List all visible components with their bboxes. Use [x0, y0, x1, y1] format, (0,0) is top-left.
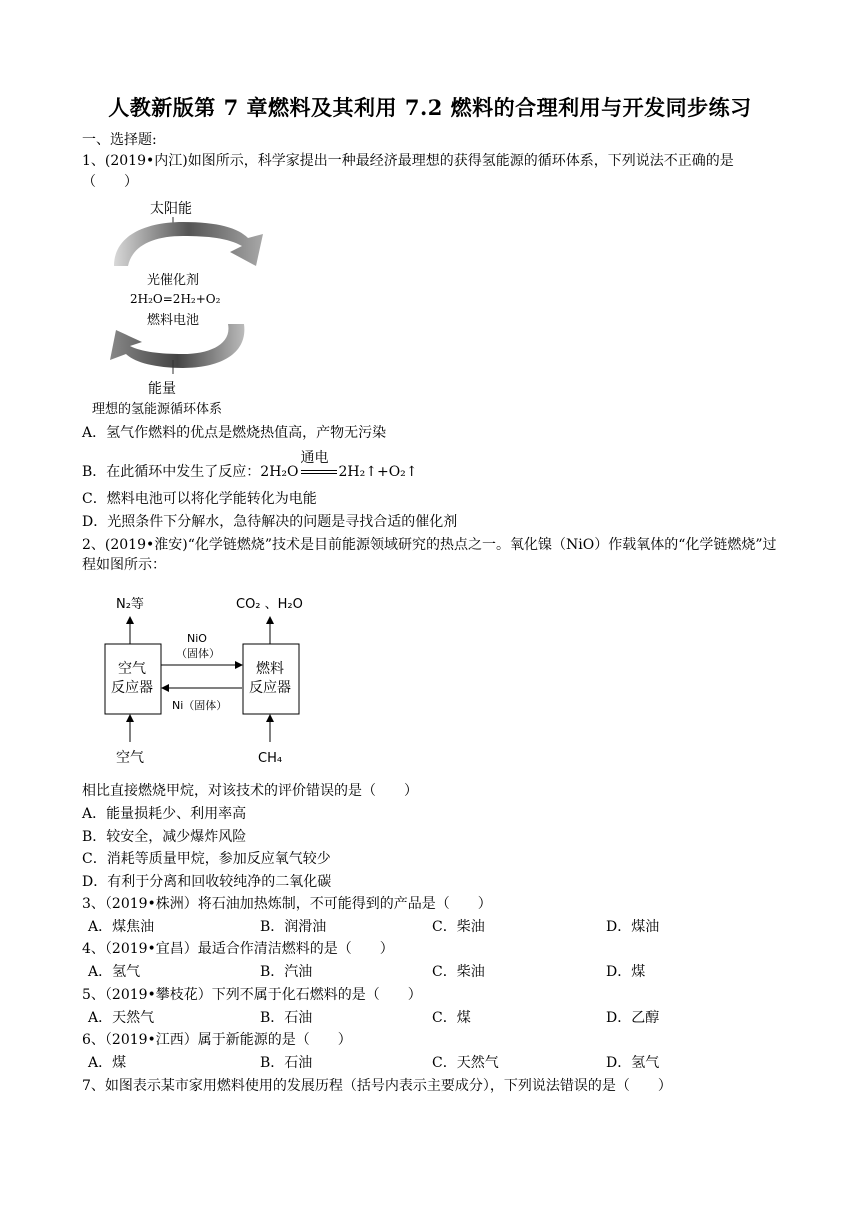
q3-option-c: C．柴油 — [432, 919, 485, 935]
air-input-label: 空气 — [116, 750, 144, 766]
q6-option-b: B．石油 — [260, 1055, 313, 1071]
q4-option-c: C．柴油 — [432, 964, 485, 980]
fuel-reactor-label-2: 反应器 — [249, 680, 291, 696]
page-title: 人教新版第 7 章燃料及其利用 7.2 燃料的合理利用与开发同步练习 — [108, 95, 752, 120]
q5-option-c: C．煤 — [432, 1010, 471, 1026]
q3-option-a: A．煤焦油 — [88, 919, 155, 935]
section-heading: 一、选择题: — [82, 132, 157, 148]
air-reactor-label-2: 反应器 — [111, 680, 153, 696]
q6-option-d: D．氢气 — [606, 1055, 660, 1071]
q3-option-b: B．润滑油 — [260, 919, 327, 935]
figure-caption: 理想的氢能源循环体系 — [92, 402, 223, 417]
q1-option-a: A．氢气作燃料的优点是燃烧热值高，产物无污染 — [82, 425, 387, 441]
q5-option-b: B．石油 — [260, 1010, 313, 1026]
q5-option-d: D．乙醇 — [606, 1010, 660, 1026]
q3-option-d: D．煤油 — [606, 919, 660, 935]
q3-stem: 3、（2019•株洲）将石油加热炼制，不可能得到的产品是（ ） — [82, 896, 492, 912]
catalyst-label: 光催化剂 — [147, 273, 200, 288]
q7-stem: 7、如图表示某市家用燃料使用的发展历程（括号内表示主要成分），下列说法错误的是（ ） — [82, 1078, 672, 1094]
fuel-reactor-box — [243, 644, 299, 714]
q1-option-b — [82, 450, 418, 482]
ni-label: Ni（固体） — [172, 699, 228, 712]
air-reactor-box — [105, 644, 161, 714]
upper-cycle-arrow — [114, 222, 263, 266]
electrolysis-condition: 通电 — [300, 450, 329, 466]
electrolysis-sign — [299, 450, 339, 482]
air-reactor-label-1: 空气 — [118, 661, 146, 677]
q2-option-a: A．能量损耗少、利用率高 — [82, 806, 247, 822]
q6-option-a: A．煤 — [88, 1055, 127, 1071]
q2-option-d: D．有利于分离和回收较纯净的二氧化碳 — [82, 874, 332, 890]
nio-label: NiO — [187, 632, 207, 645]
q5-option-a: A．天然气 — [88, 1010, 155, 1026]
nio-solid-label: （固体） — [176, 647, 220, 660]
co2-label: CO₂ 、H₂O — [236, 597, 303, 612]
ch4-label: CH₄ — [258, 751, 283, 766]
q2-stem: 2、(2019•淮安)“化学链燃烧”技术是目前能源领域研究的热点之一。氧化镍（NiO）作载氧体的“化学链燃烧”过程如图所示： — [82, 537, 777, 573]
q4-stem: 4、（2019•宜昌）最适合作清洁燃料的是（ ） — [82, 941, 394, 957]
equation-label: 2H₂O=2H₂+O₂ — [130, 292, 221, 306]
q1-paren: （ ） — [82, 174, 138, 190]
q6-option-c: C．天然气 — [432, 1055, 499, 1071]
q1-option-c: C．燃料电池可以将化学能转化为电能 — [82, 491, 317, 507]
q1-option-b-left: B．在此循环中发生了反应：2H₂O — [82, 464, 299, 480]
q4-option-a: A．氢气 — [88, 964, 141, 980]
q4-option-b: B．汽油 — [260, 964, 313, 980]
fuel-cell-label: 燃料电池 — [147, 313, 200, 328]
lower-cycle-arrow — [110, 324, 244, 368]
chemical-looping-diagram — [96, 590, 326, 768]
q2-prompt: 相比直接燃烧甲烷，对该技术的评价错误的是（ ） — [82, 783, 418, 799]
q1-option-d: D．光照条件下分解水，急待解决的问题是寻找合适的催化剂 — [82, 514, 458, 530]
q2-option-b: B．较安全，减少爆炸风险 — [82, 829, 247, 845]
sun-label: 太阳能 — [150, 201, 192, 217]
q1-option-b-right: 2H₂↑+O₂↑ — [338, 464, 418, 480]
q2-option-c: C．消耗等质量甲烷，参加反应氧气较少 — [82, 851, 331, 867]
hydrogen-cycle-diagram — [88, 194, 278, 420]
q1-stem: 1、(2019•内江)如图所示，科学家提出一种最经济最理想的获得氢能源的循环体系，下列说法不正确的是 — [82, 153, 734, 169]
fuel-reactor-label-1: 燃料 — [256, 661, 284, 677]
energy-label: 能量 — [148, 381, 176, 397]
n2-label: N₂等 — [116, 597, 144, 612]
q4-option-d: D．煤 — [606, 964, 646, 980]
q5-stem: 5、（2019•攀枝花）下列不属于化石燃料的是（ ） — [82, 987, 422, 1003]
q6-stem: 6、（2019•江西）属于新能源的是（ ） — [82, 1032, 352, 1048]
